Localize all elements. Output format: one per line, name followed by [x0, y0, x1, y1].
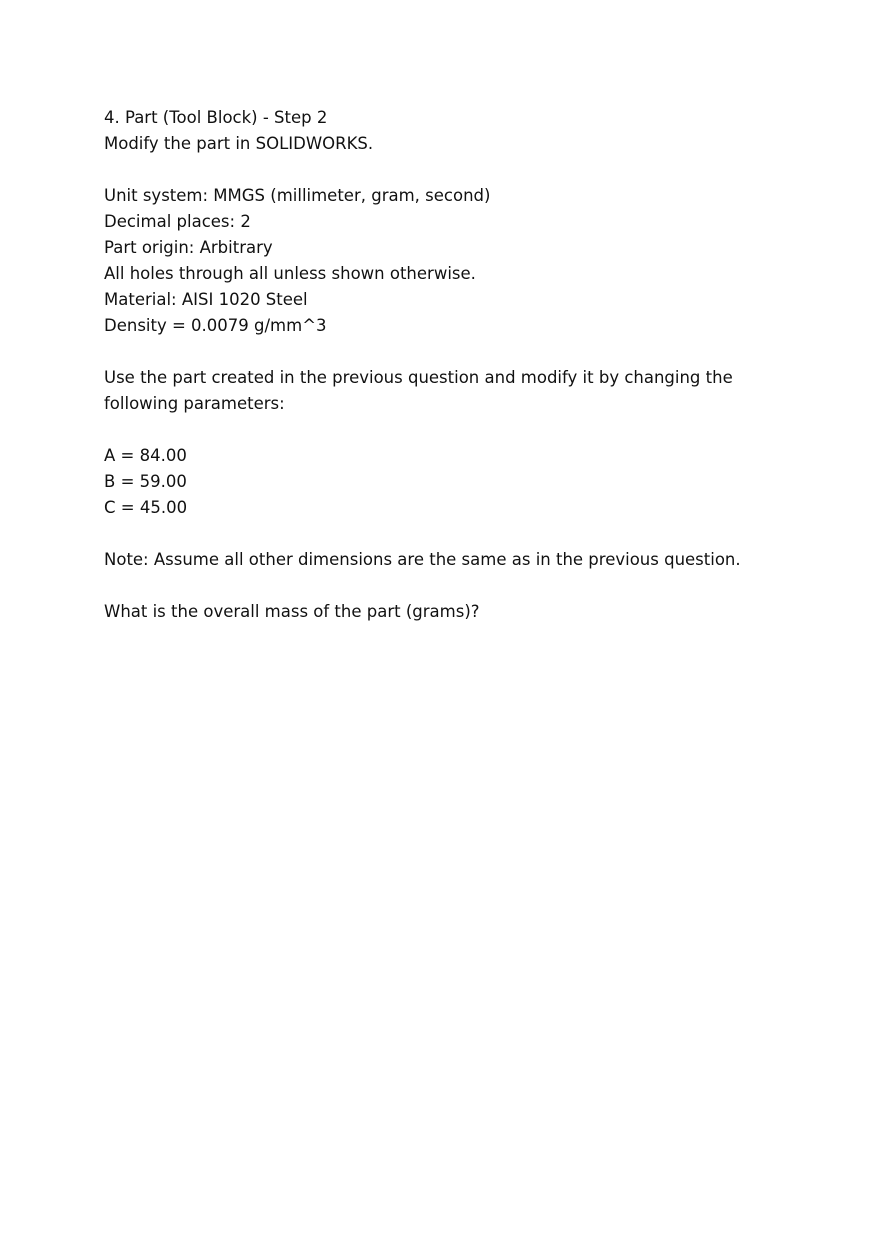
spacer	[104, 157, 784, 183]
parameter-list	[104, 443, 784, 521]
spacer	[104, 417, 784, 443]
spec-list	[104, 183, 784, 339]
spec-density: Density = 0.0079 g/mm^3	[104, 316, 327, 335]
parameter-b: B = 59.00	[104, 472, 187, 491]
spec-part-origin: Part origin: Arbitrary	[104, 238, 273, 257]
spec-material: Material: AISI 1020 Steel	[104, 290, 308, 309]
question-text: What is the overall mass of the part (grams)?	[104, 602, 480, 621]
document-page	[104, 105, 784, 625]
modify-instruction: Use the part created in the previous question and modify it by changing the following parameters:	[104, 368, 733, 413]
question-heading: 4. Part (Tool Block) - Step 2	[104, 108, 328, 127]
spacer	[104, 339, 784, 365]
spec-decimal-places: Decimal places: 2	[104, 212, 251, 231]
parameter-a: A = 84.00	[104, 446, 187, 465]
note-text: Note: Assume all other dimensions are the same as in the previous question.	[104, 550, 741, 569]
instruction-text: Modify the part in SOLIDWORKS.	[104, 134, 374, 153]
spacer	[104, 573, 784, 599]
spec-unit-system: Unit system: MMGS (millimeter, gram, second)	[104, 186, 491, 205]
parameter-c: C = 45.00	[104, 498, 188, 517]
spacer	[104, 521, 784, 547]
spec-holes: All holes through all unless shown otherwise.	[104, 264, 476, 283]
